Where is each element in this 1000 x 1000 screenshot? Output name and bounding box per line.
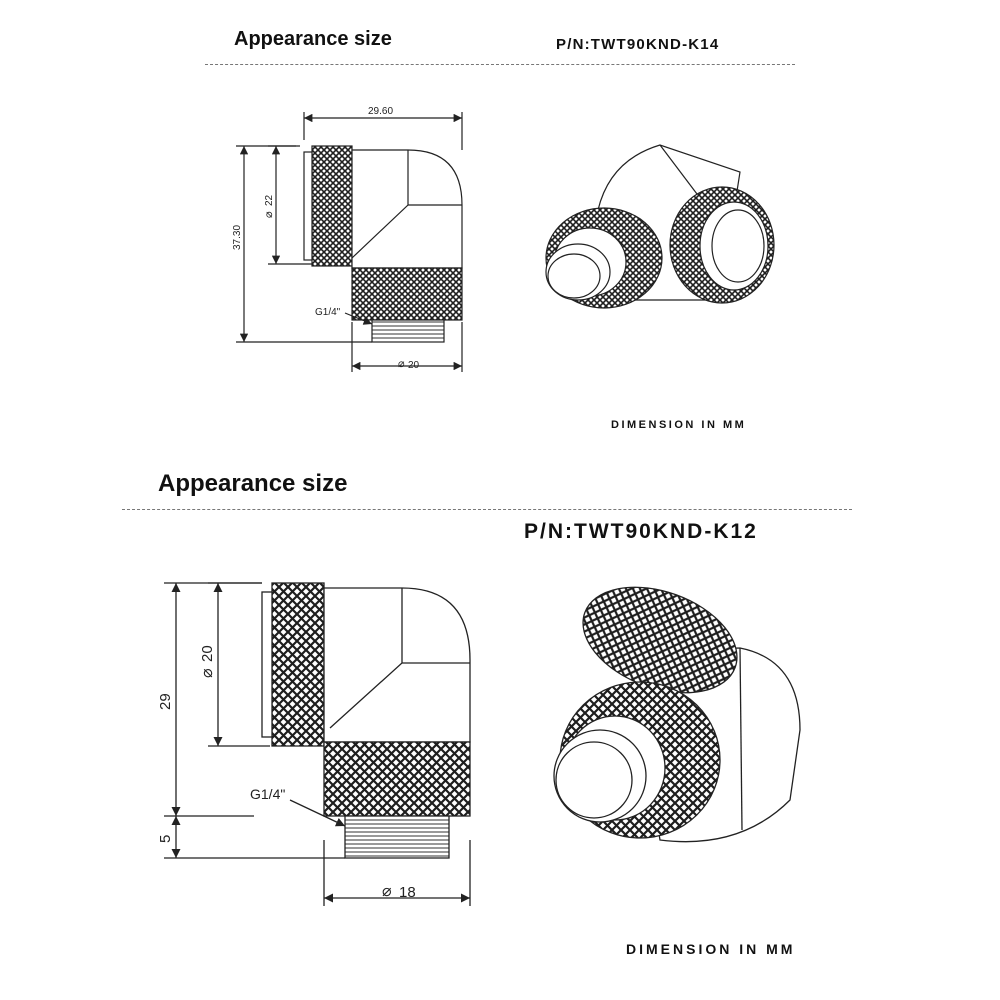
knurled-nut-bottom (352, 268, 462, 320)
side-view-k12 (164, 583, 470, 906)
knurled-nut-top (312, 146, 352, 266)
dim-diameter-top: 22 (264, 194, 275, 206)
section-title: Appearance size (234, 28, 392, 50)
side-view-k14 (236, 112, 462, 372)
section-title: Appearance size (158, 470, 348, 497)
thread-g14 (372, 320, 444, 342)
elbow-body (324, 588, 470, 742)
dim-height: 29 (157, 693, 174, 710)
units-note: DIMENSION IN MM (611, 419, 747, 431)
technical-drawing-k12 (0, 470, 1000, 1000)
dim-thread-length: 5 (157, 834, 174, 843)
dim-diameter-top-symbol: ⌀ (199, 668, 216, 678)
dim-diameter-bottom: 18 (399, 884, 416, 901)
fitting-k12-section (0, 470, 1000, 1000)
part-number: P/N:TWT90KND-K12 (524, 520, 758, 543)
dim-diameter-bottom-symbol: ⌀ (382, 883, 392, 900)
dim-diameter-bottom: 20 (408, 360, 420, 371)
dim-diameter-top-symbol: ⌀ (263, 211, 275, 218)
thread-label: G1/4" (315, 307, 341, 318)
thread-g14 (345, 816, 449, 858)
units-note: DIMENSION IN MM (626, 941, 796, 957)
dim-diameter-top: 20 (199, 645, 216, 662)
perspective-view-k12 (554, 568, 800, 842)
knurled-nut-bottom (324, 742, 470, 816)
thread-label: G1/4" (250, 786, 286, 802)
dim-width: 29.60 (368, 106, 394, 117)
knurled-nut-top (272, 583, 324, 746)
perspective-view-k14 (546, 145, 774, 308)
elbow-body (352, 150, 462, 268)
dim-diameter-bottom-symbol: ⌀ (398, 358, 405, 370)
fitting-k14-section (0, 0, 1000, 470)
dim-height: 37.30 (232, 224, 243, 250)
part-number: P/N:TWT90KND-K14 (556, 36, 720, 53)
technical-drawing-k14 (0, 0, 1000, 470)
